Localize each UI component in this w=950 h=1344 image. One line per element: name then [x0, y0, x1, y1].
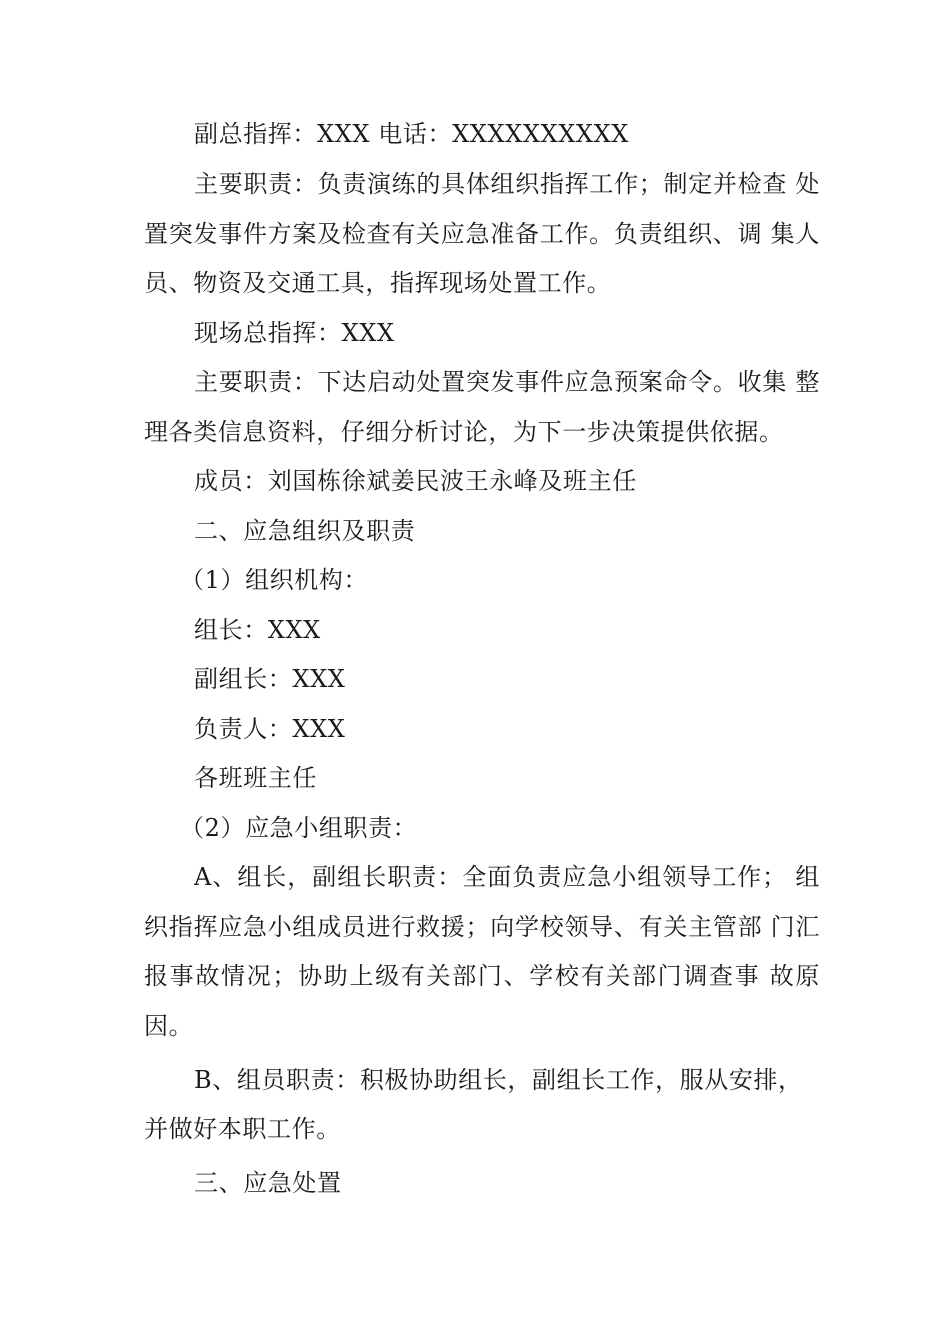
site-commander-line: 现场总指挥：XXX: [194, 319, 395, 347]
leader-duties-line-1: A、组长，副组长职责：全面负责应急小组领导工作； 组: [194, 863, 820, 891]
team-duties-heading: （2）应急小组职责：: [180, 814, 418, 842]
members-line: 成员：刘国栋徐斌姜民波王永峰及班主任: [194, 467, 637, 495]
deputy-duties-line-2: 置突发事件方案及检查有关应急准备工作。负责组织、调 集人: [144, 220, 820, 248]
member-duties-line-2: 并做好本职工作。: [144, 1115, 341, 1143]
section-heading-2: 二、应急组织及职责: [194, 517, 416, 545]
deputy-duties-line-3: 员、物资及交通工具，指挥现场处置工作。: [144, 269, 612, 297]
class-teachers-line: 各班班主任: [194, 764, 317, 792]
org-structure-heading: （1）组织机构：: [180, 566, 369, 594]
deputy-leader-line: 副组长：XXX: [194, 665, 346, 693]
responsible-person-line: 负责人：XXX: [194, 715, 346, 743]
leader-duties-line-2: 织指挥应急小组成员进行救援；向学校领导、有关主管部 门汇: [144, 913, 820, 941]
section-heading-3: 三、应急处置: [194, 1169, 342, 1197]
leader-line: 组长：XXX: [194, 616, 321, 644]
member-duties-line-1: B、组员职责：积极协助组长，副组长工作，服从安排，: [194, 1066, 803, 1094]
site-duties-line-2: 理各类信息资料，仔细分析讨论，为下一步决策提供依据。: [144, 418, 784, 446]
leader-duties-line-4: 因。: [144, 1012, 194, 1040]
deputy-commander-line: 副总指挥：XXX 电话：XXXXXXXXXX: [194, 120, 629, 148]
deputy-duties-line-1: 主要职责：负责演练的具体组织指挥工作；制定并检查 处: [194, 170, 820, 198]
leader-duties-line-3: 报事故情况；协助上级有关部门、学校有关部门调查事 故原: [144, 962, 820, 990]
site-duties-line-1: 主要职责：下达启动处置突发事件应急预案命令。收集 整: [194, 368, 820, 396]
